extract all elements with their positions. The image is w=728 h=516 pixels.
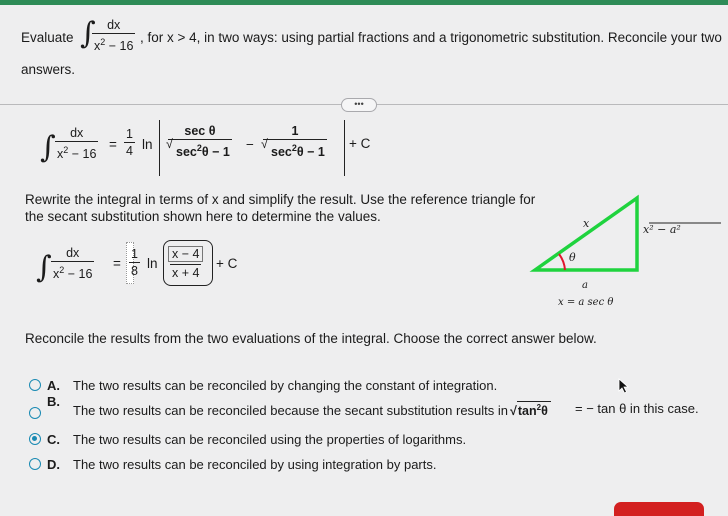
option-b-radical: $√\tan^2\theta$ — [510, 401, 551, 418]
result1-integrand: $\frac{dx}{x^2 - 16}$ — [57, 126, 97, 162]
option-b-radio[interactable] — [29, 407, 41, 419]
instruction-line-2: the secant substitution shown here to determine the values. — [25, 209, 381, 224]
ln-label: ln — [147, 256, 158, 271]
option-c-radio[interactable] — [29, 433, 41, 445]
equals-sign: = — [113, 256, 121, 271]
question-integrand: $\frac{dx}{x^2 - 16}$ — [94, 18, 134, 54]
result1-term2: 1 √ $\sec^2\theta - 1$ — [261, 124, 325, 160]
adjacent-label: a — [582, 280, 588, 291]
check-answer-button[interactable] — [614, 502, 704, 516]
opposite-label: x² − a² — [643, 223, 681, 236]
plus-constant: + C — [349, 136, 371, 151]
option-d-radio[interactable] — [29, 458, 41, 470]
hypotenuse-label: x — [583, 217, 590, 230]
question-continuation: answers. — [21, 62, 76, 77]
mouse-cursor-icon — [618, 378, 630, 394]
option-a-letter: A. — [47, 378, 60, 393]
option-d-letter: D. — [47, 457, 60, 472]
option-a-text[interactable]: The two results can be reconciled by changing the constant of integration. — [73, 378, 498, 393]
result2-coefficient: $\frac{1}{8}$ — [131, 247, 138, 278]
instruction-line-1: Rewrite the integral in terms of x and simplify the result. Use the reference triangle for — [25, 192, 536, 207]
triangle-shape — [535, 198, 637, 270]
option-b-letter: B. — [47, 394, 60, 409]
integral-sign: ∫ — [40, 130, 56, 165]
result1-coefficient: $\frac{1}{4}$ — [126, 127, 133, 158]
option-d-text[interactable]: The two results can be reconciled by using integration by parts. — [73, 457, 437, 472]
angle-arc — [559, 254, 565, 270]
ln-label: ln — [142, 137, 153, 152]
question-text: , for x > 4, in two ways: using partial fractions and a trigonometric substitution. Reconcile your two — [140, 30, 722, 45]
option-b-text-end: = − tan θ in this case. — [575, 401, 699, 416]
option-c-text[interactable]: The two results can be reconciled using the properties of logarithms. — [73, 432, 467, 447]
integral-sign: ∫ — [36, 250, 52, 285]
result2-integrand: $\frac{dx}{x^2 - 16}$ — [53, 246, 93, 282]
option-c-letter: C. — [47, 432, 60, 447]
option-a-radio[interactable] — [29, 379, 41, 391]
reconcile-prompt: Reconcile the results from the two evaluations of the integral. Choose the correct answer below. — [25, 331, 597, 346]
equals-sign: = — [109, 137, 117, 152]
substitution-caption: x = a sec θ — [558, 297, 614, 308]
angle-label: θ — [569, 251, 576, 264]
minus-sign: − — [246, 137, 254, 152]
abs-bracket-right — [340, 120, 345, 176]
top-accent-bar — [0, 0, 728, 5]
result2-argument: $\frac{x - 4}{x + 4}$ — [168, 246, 203, 280]
plus-constant: + C — [216, 256, 238, 271]
expand-more-button[interactable]: ••• — [341, 98, 377, 112]
evaluate-label: Evaluate — [21, 30, 74, 45]
result1-term1: sec θ √ $\sec^2\theta - 1$ — [166, 124, 230, 160]
reference-triangle — [525, 188, 725, 318]
integral-sign: ∫ — [80, 16, 96, 51]
option-b-text[interactable]: The two results can be reconciled because the secant substitution results in — [73, 403, 509, 418]
